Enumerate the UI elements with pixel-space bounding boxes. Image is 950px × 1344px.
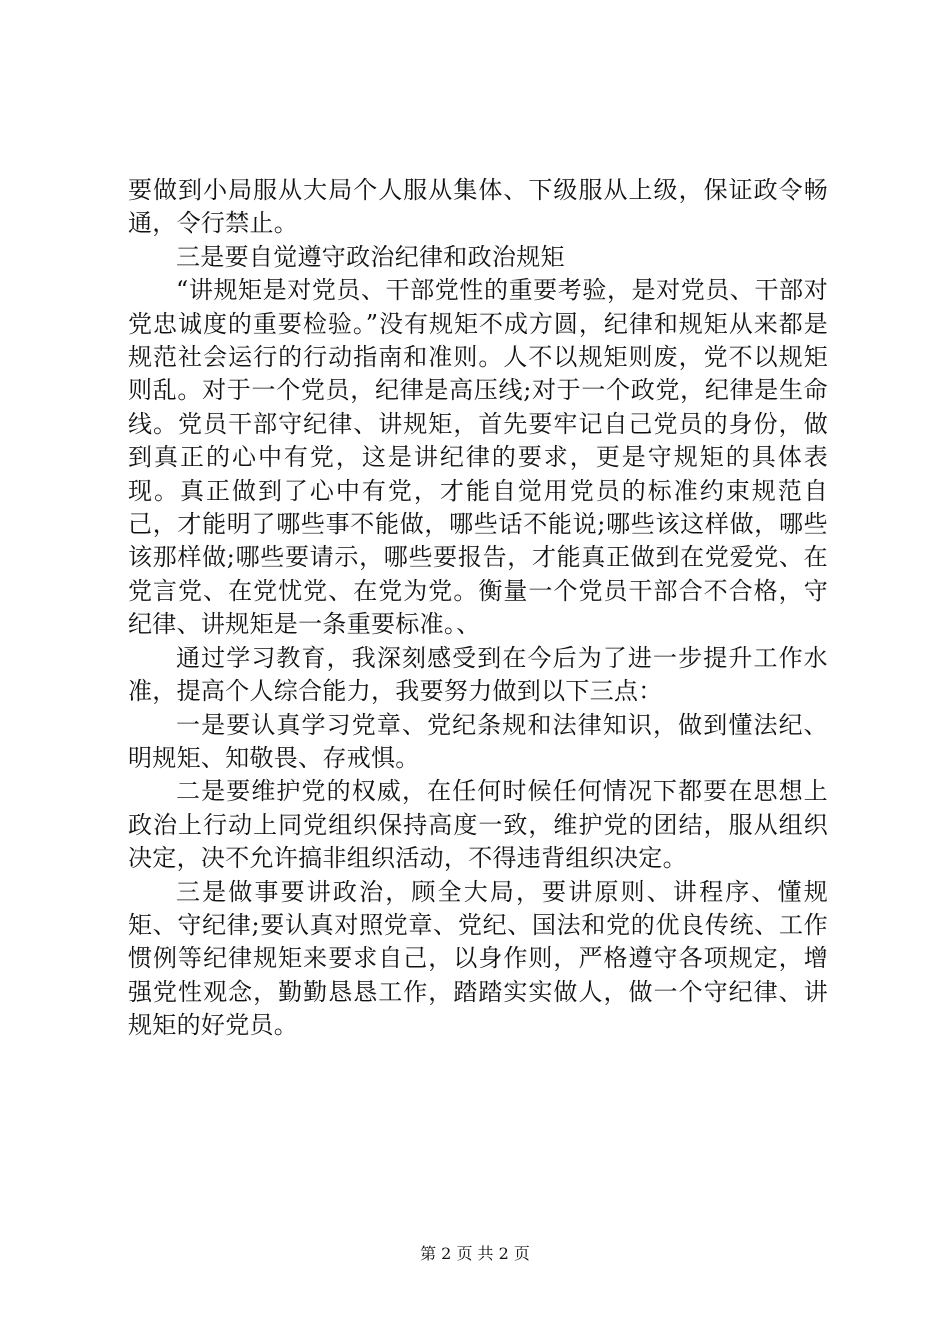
paragraph-5: 一是要认真学习党章、党纪条规和法律知识，做到懂法纪、明规矩、知敬畏、存戒惧。 [128,710,828,772]
paragraph-7: 三是做事要讲政治，顾全大局，要讲原则、讲程序、懂规矩、守纪律;要认真对照党章、党纪、国法和党的优良传统、工作惯例等纪律规矩来要求自己，以身作则，严格遵守各项规定，增强党性观念，勤勤恳恳工作，踏踏实实做人，做一个守纪律、讲规矩的好党员。 [128,877,828,1040]
paragraph-6: 二是要维护党的权威，在任何时候任何情况下都要在思想上政治上行动上同党组织保持高度一致，维护党的团结，服从组织决定，决不允许搞非组织活动，不得违背组织决定。 [128,777,828,873]
paragraph-4: 通过学习教育，我深刻感受到在今后为了进一步提升工作水准，提高个人综合能力，我要努力做到以下三点： [128,643,828,706]
document-body [128,174,828,1043]
paragraph-1: 要做到小局服从大局个人服从集体、下级服从上级，保证政令畅通，令行禁止。 [128,176,828,238]
page-footer [0,1244,950,1264]
page-number: 第 2 页 共 2 页 [420,1244,530,1263]
paragraph-2-heading: 三是要自觉遵守政治纪律和政治规矩 [176,242,565,271]
paragraph-3: “讲规矩是对党员、干部党性的重要考验，是对党员、干部对党忠诚度的重要检验。”没有规矩不成方圆，纪律和规矩从来都是规范社会运行的行动指南和准则。人不以规矩则废，党不以规矩则乱。对于一个党员，纪律是高压线;对于一个政党，纪律是生命线。党员干部守纪律、讲规矩，首先要牢记自己党员的身份，做到真正的心中有党，这是讲纪律的要求，更是守规矩的具体表现。真正做到了心中有党，才能自觉用党员的标准约束规范自己，才能明了哪些事不能做，哪些话不能说;哪些该这样做，哪些该那样做;哪些要请示，哪些要报告，才能真正做到在党爱党、在党言党、在党忧党、在党为党。衡量一个党员干部合不合格，守纪律、讲规矩是一条重要标准。、 [128,276,828,639]
